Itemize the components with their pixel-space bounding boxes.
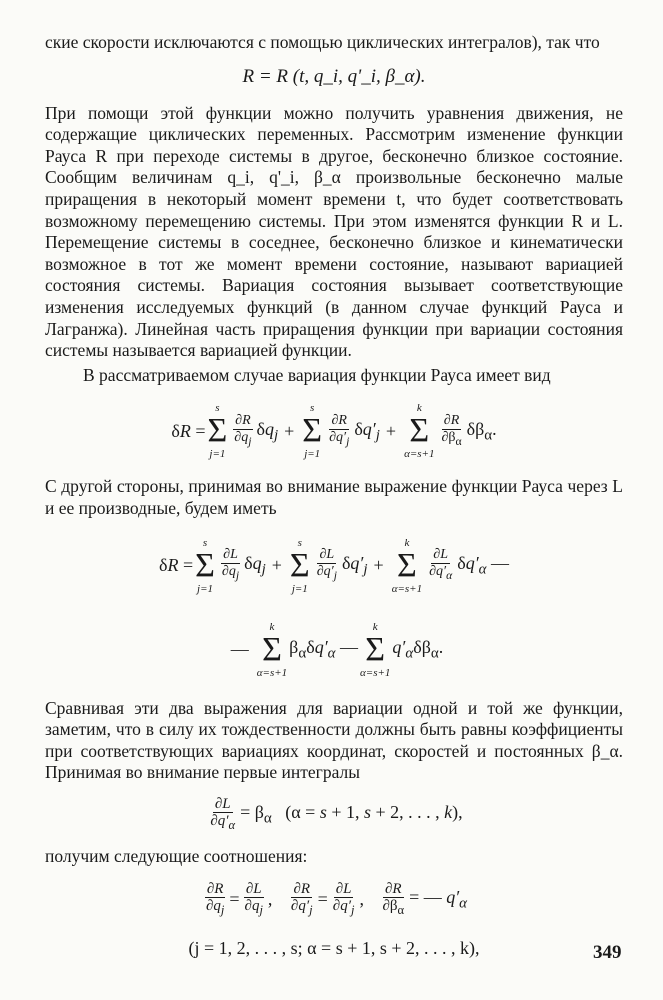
paragraph-variation-definition: При помощи этой функции можно получить уравнения движения, не содержащие циклических переменных. Рассмотрим изменение функции Рауса R при переходе системы в другое, бесконечно близкое состояние. Сообщим величинам q_i, q'_i, β_α произвольные бесконечно малые приращения в некоторый момент времени t, что будет соответствовать возможному перемещению системы. При этом изменятся функции R и L. Перемещение системы в соседнее, бесконечно близкое и кинематически возможное в тот же момент времени состояние, называют вариацией состояния системы. Вариация состояния вызывает соответствующие изменения исследуемых функций (в данном случае функций Рауса и Лагранжа). Линейная часть приращения функции при вариации состояния системы называется вариацией функции.: [45, 102, 623, 361]
paragraph-lagrange-intro: С другой стороны, принимая во внимание выражение функции Рауса через L и ее производные, будем иметь: [45, 476, 623, 518]
paragraph-continuation: ские скорости исключаются с помощью циклических интегралов), так что: [45, 32, 600, 52]
equation-routh-definition: R = R (t, q_i, q'_i, β_α).: [242, 65, 426, 87]
equation-index-range: (j = 1, 2, . . . , s; α = s + 1, s + 2, . . . , k),: [188, 937, 480, 958]
paragraph-routh-variation-intro: В рассматриваемом случае вариация функции Рауса имеет вид: [83, 364, 551, 385]
paragraph-relations-intro: получим следующие соотношения:: [45, 845, 308, 866]
equation-relations: $\frac{\partial R}{\partial q_j}$ = $\frac{\partial L}{\partial q_j}$ , $\frac{\partial R}{\partial q'_j}$ = $\frac{\partial L}{\partial q'_j}$ , $\frac{\partial R}{\partial\beta_\alpha}$ = — $q'_\alpha$: [205, 880, 468, 917]
equation-lagrange-variation-line2: — k Σ α=s+1 $\beta_\alpha\delta q'_\alpha$ — k Σ α=s+1 $q'_\alpha\delta\beta_\alpha$.: [230, 620, 444, 679]
equation-first-integrals: $\frac{\partial L}{\partial q'_\alpha}$ = $\beta_\alpha$ (α = s + 1, s + 2, . . . , k),: [210, 796, 463, 833]
equation-lagrange-variation-line1: δR = s Σ j=1 $\frac{\partial L}{\partial q_j}$ $\delta q_j$ + s Σ j=1 $\frac{\partial L}{\partial q'_j}$ $\delta q'_j$ + k Σ α=s+1 $\frac{\partial L}{\partial q'_\alpha}$ $\delta q'_\alpha$ —: [158, 536, 509, 595]
equation-routh-variation: δR = s Σ j=1 $\frac{\partial R}{\partial q_j}$ $\delta q_j$ + s Σ j=1 $\frac{\partial R}{\partial q'_j}$ $\delta q'_j$ + k Σ α=s+1 $\frac{\partial R}{\partial\beta_\alpha}$ $\delta\beta_\alpha$.: [171, 402, 497, 461]
paragraph-comparison: Сравнивая эти два выражения для вариации одной и той же функции, заметим, что в силу их тождественности должны быть равны коэффициенты при соответствующих вариациях координат, скоростей и постоянных β_α. Принимая во внимание первые интегралы: [45, 697, 623, 783]
page-number: 349: [593, 942, 622, 963]
page-content: [45, 32, 623, 963]
